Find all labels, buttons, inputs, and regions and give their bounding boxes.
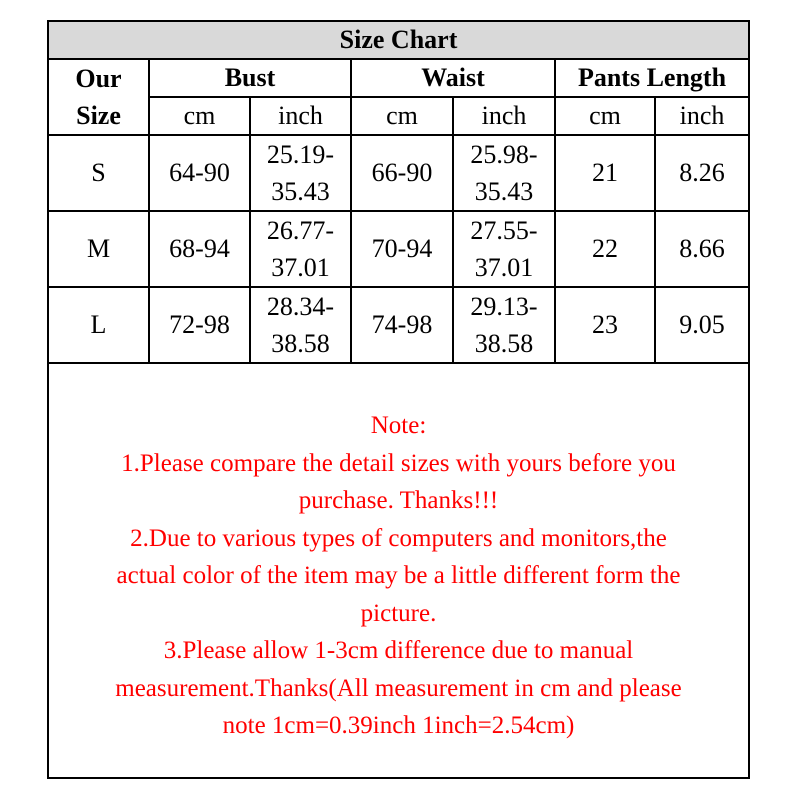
note-line: measurement.Thanks(All measurement in cm and please xyxy=(115,674,682,702)
waist-inch-cell xyxy=(453,135,555,211)
waist-inch-unit: inch xyxy=(453,97,555,135)
bust-cm-unit: cm xyxy=(149,97,250,135)
pants-length-header: Pants Length xyxy=(555,59,748,97)
bust-header: Bust xyxy=(149,59,351,97)
waist-inch-min: 25.98- xyxy=(470,140,538,169)
table-row xyxy=(49,287,748,363)
bust-inch-cell xyxy=(250,287,351,363)
bust-inch-min: 25.19- xyxy=(266,140,335,169)
size-chart-table xyxy=(49,22,748,364)
waist-inch-cell xyxy=(453,287,555,363)
bust-cm-cell: 72-98 xyxy=(149,287,250,363)
waist-inch-max: 38.58 xyxy=(474,329,534,358)
waist-cm-unit: cm xyxy=(351,97,453,135)
note-line: actual color of the item may be a little different form the xyxy=(116,562,681,589)
waist-inch-cell xyxy=(453,211,555,287)
bust-inch-min: 26.77- xyxy=(266,216,335,245)
bust-cm-cell: 64-90 xyxy=(149,135,250,211)
note-line: purchase. Thanks!!! xyxy=(298,487,499,514)
size-chart-frame xyxy=(47,20,750,779)
waist-cm-cell: 70-94 xyxy=(351,211,453,287)
our-size-line1: Our xyxy=(75,64,122,93)
bust-inch-max: 38.58 xyxy=(271,329,330,358)
note-line: note 1cm=0.39inch 1inch=2.54cm) xyxy=(222,712,575,739)
waist-header: Waist xyxy=(351,59,555,97)
note-line: 1.Please compare the detail sizes with yours before you xyxy=(121,449,676,477)
pants-inch-unit: inch xyxy=(655,97,748,135)
bust-inch-cell xyxy=(250,135,351,211)
size-cell: S xyxy=(49,135,149,211)
table-row xyxy=(49,135,748,211)
waist-inch-max: 37.01 xyxy=(474,253,534,282)
waist-inch-min: 29.13- xyxy=(470,292,538,321)
waist-cm-cell: 74-98 xyxy=(351,287,453,363)
waist-inch-min: 27.55- xyxy=(470,216,538,245)
our-size-header xyxy=(49,59,149,135)
table-row xyxy=(49,211,748,287)
bust-inch-cell xyxy=(250,211,351,287)
bust-cm-cell: 68-94 xyxy=(149,211,250,287)
waist-cm-cell: 66-90 xyxy=(351,135,453,211)
bust-inch-max: 37.01 xyxy=(271,253,330,282)
bust-inch-min: 28.34- xyxy=(266,292,335,321)
bust-inch-unit: inch xyxy=(250,97,351,135)
note-line: 3.Please allow 1-3cm difference due to manual xyxy=(163,637,634,664)
pants-inch-cell: 9.05 xyxy=(655,287,748,363)
our-size-line2: Size xyxy=(76,101,121,130)
note-line: picture. xyxy=(360,599,437,627)
note-heading: Note: xyxy=(370,412,427,439)
pants-cm-cell: 22 xyxy=(555,211,655,287)
notes-section xyxy=(59,407,738,745)
size-cell: L xyxy=(49,287,149,363)
pants-cm-cell: 23 xyxy=(555,287,655,363)
pants-inch-cell: 8.66 xyxy=(655,211,748,287)
pants-cm-cell: 21 xyxy=(555,135,655,211)
note-line: 2.Due to various types of computers and monitors,the xyxy=(130,524,667,552)
size-cell: M xyxy=(49,211,149,287)
chart-title: Size Chart xyxy=(49,22,748,59)
pants-cm-unit: cm xyxy=(555,97,655,135)
pants-inch-cell: 8.26 xyxy=(655,135,748,211)
bust-inch-max: 35.43 xyxy=(271,177,330,206)
waist-inch-max: 35.43 xyxy=(474,177,534,206)
